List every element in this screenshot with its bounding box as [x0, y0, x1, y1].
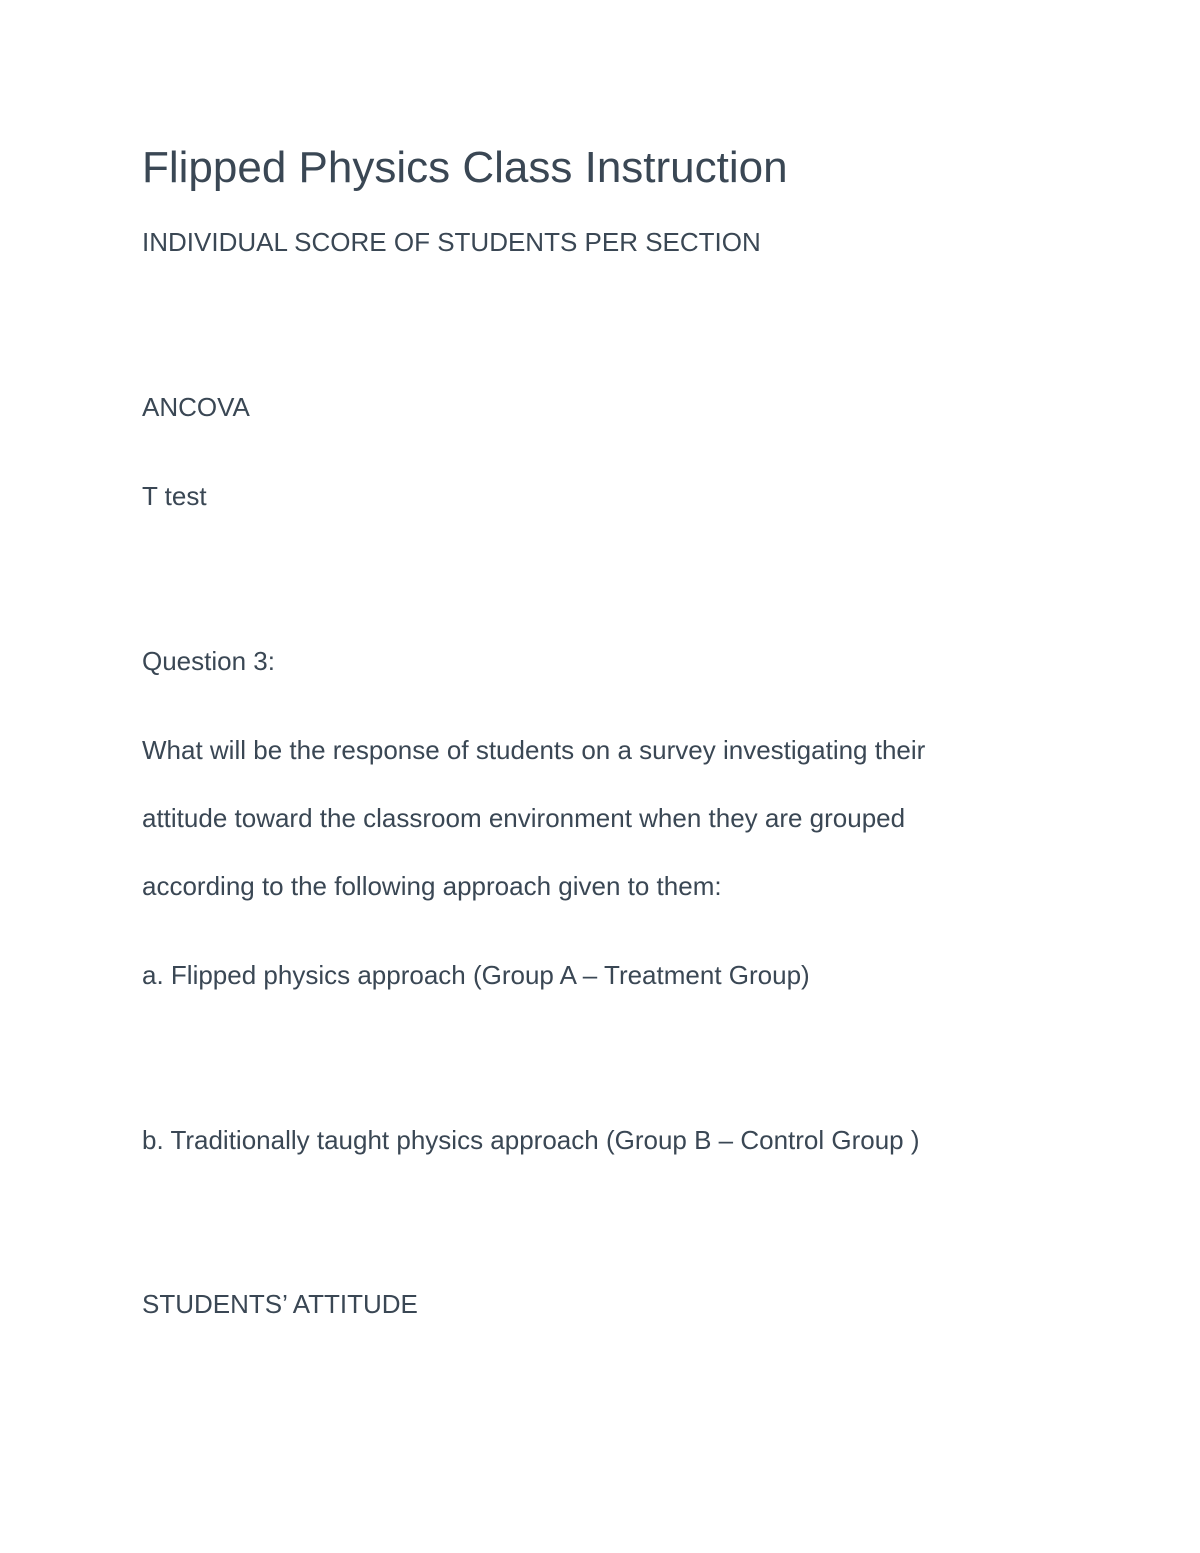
- method-ancova: ANCOVA: [142, 392, 250, 422]
- question-label: Question 3:: [142, 646, 275, 676]
- option-a: a. Flipped physics approach (Group A – Treatment Group): [142, 960, 810, 990]
- question-text-line: attitude toward the classroom environment when they are grouped: [142, 803, 906, 833]
- question-text-line: What will be the response of students on a survey investigating their: [142, 735, 926, 765]
- section-heading: STUDENTS’ ATTITUDE: [142, 1289, 418, 1319]
- question-text-line: according to the following approach given to them:: [142, 871, 722, 901]
- document-subtitle: INDIVIDUAL SCORE OF STUDENTS PER SECTION: [142, 227, 761, 257]
- method-t-test: T test: [142, 481, 207, 511]
- option-b: b. Traditionally taught physics approach (Group B – Control Group ): [142, 1125, 920, 1155]
- document-title: Flipped Physics Class Instruction: [142, 143, 788, 192]
